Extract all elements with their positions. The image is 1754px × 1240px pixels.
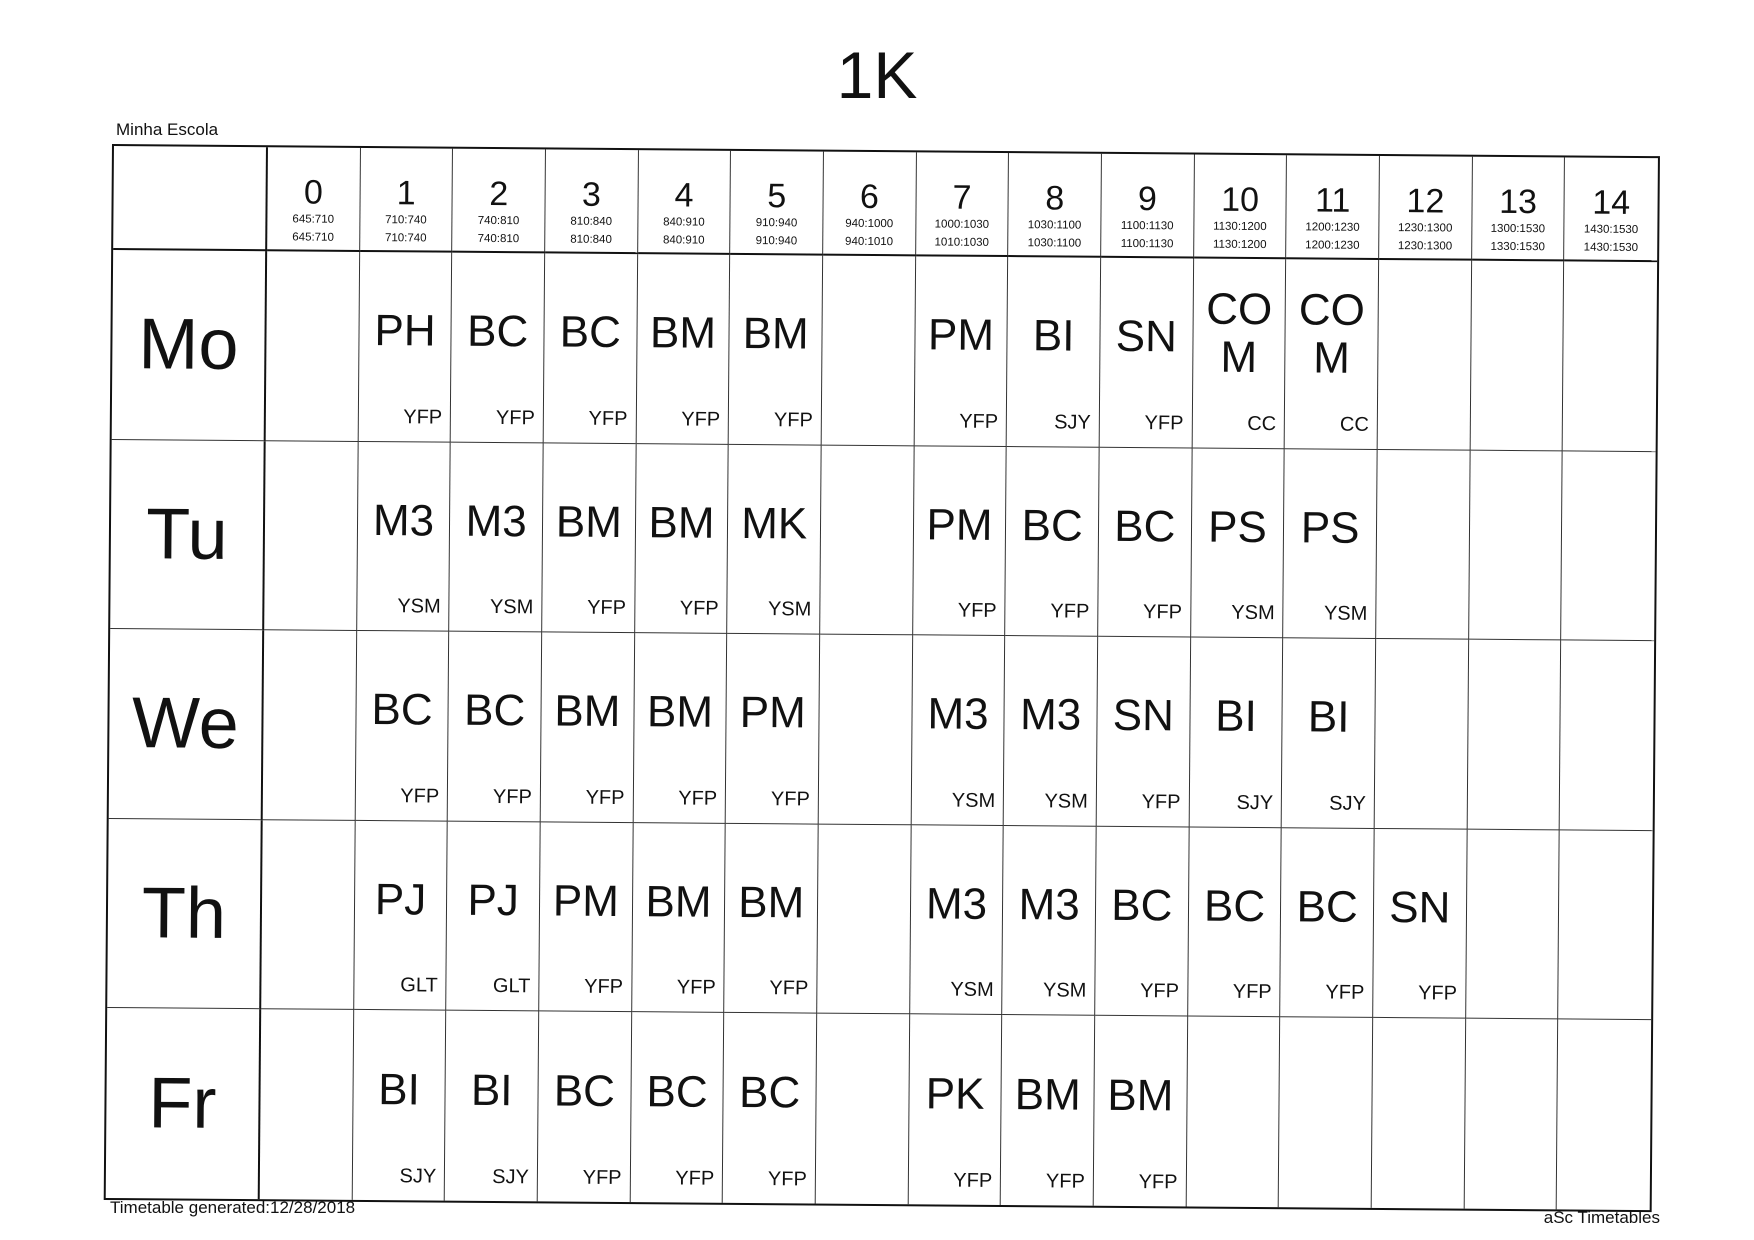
period-header <box>730 151 823 256</box>
teacher-code: YFP <box>1144 411 1184 435</box>
teacher-code: YSM <box>1323 602 1368 626</box>
period-time-start: 740:810 <box>477 214 520 228</box>
lesson-cell <box>635 444 729 634</box>
day-label: Th <box>107 819 262 1010</box>
lesson-cell <box>1192 258 1286 448</box>
lesson-cell <box>260 1010 354 1200</box>
lesson-cell <box>908 1015 1002 1205</box>
lesson-cell <box>1188 827 1282 1017</box>
period-number: 0 <box>303 173 324 212</box>
subject-code: BM <box>1107 1070 1174 1121</box>
subject-code: BM <box>646 687 714 738</box>
lesson-cell <box>913 446 1007 636</box>
subject-code: BI <box>1307 692 1350 743</box>
teacher-code: GLT <box>400 974 438 997</box>
period-header <box>267 147 360 252</box>
teacher-code: YFP <box>769 977 809 1000</box>
teacher-code: SJY <box>492 1166 529 1189</box>
subject-code: BI <box>378 1065 421 1115</box>
subject-code: BM <box>648 498 715 548</box>
subject-code: BC <box>1296 882 1358 932</box>
lesson-cell <box>726 634 820 824</box>
timetable-title: 1K <box>836 38 918 112</box>
teacher-code: YFP <box>767 1168 807 1191</box>
period-header <box>360 148 453 253</box>
teacher-code: CC <box>1339 413 1369 436</box>
period-time-start: 1300:1530 <box>1490 222 1546 236</box>
teacher-code: YFP <box>492 785 532 809</box>
teacher-code: YFP <box>1325 981 1365 1005</box>
brand-label: aSc Timetables <box>1543 1208 1660 1227</box>
lesson-cell <box>261 820 355 1010</box>
subject-code: PM <box>552 876 620 927</box>
period-number: 11 <box>1314 181 1351 220</box>
subject-code: SN <box>1389 883 1451 933</box>
teacher-code: SJY <box>1054 411 1091 434</box>
teacher-code: YFP <box>582 1166 622 1190</box>
lesson-cell <box>1283 449 1377 639</box>
period-number: 6 <box>859 177 880 217</box>
lesson-cell <box>727 444 821 634</box>
lesson-cell <box>352 1010 446 1200</box>
subject-code: M3 <box>1018 880 1080 930</box>
subject-code: COM <box>1206 285 1273 383</box>
period-number: 4 <box>674 176 694 215</box>
period-header <box>452 149 545 254</box>
period-header <box>1564 157 1657 262</box>
lesson-cell <box>1464 1019 1558 1209</box>
period-time-start: 1030:1100 <box>1027 219 1082 232</box>
subject-code: BC <box>466 306 529 357</box>
period-number: 1 <box>396 174 416 213</box>
lesson-cell <box>264 441 358 631</box>
subject-code: PM <box>739 688 806 738</box>
lesson-cell <box>357 442 451 632</box>
teacher-code: YFP <box>1143 601 1183 624</box>
period-number: 12 <box>1406 182 1445 221</box>
lesson-cell <box>542 443 636 633</box>
period-time-start: 1130:1200 <box>1213 220 1267 234</box>
teacher-code: YFP <box>1141 790 1181 814</box>
lesson-cell <box>910 825 1004 1015</box>
teacher-code: SJY <box>1236 791 1274 814</box>
period-time-alt: 1130:1200 <box>1212 238 1267 252</box>
lesson-cell <box>1095 827 1189 1017</box>
subject-code: SN <box>1112 691 1175 741</box>
period-time-alt: 840:910 <box>662 234 705 247</box>
period-time-alt: 1330:1530 <box>1490 240 1545 254</box>
period-header <box>545 149 638 254</box>
subject-code: MK <box>741 498 808 549</box>
period-time-alt: 940:1010 <box>845 235 894 249</box>
lesson-cell <box>1281 828 1375 1018</box>
lesson-cell <box>1098 447 1192 637</box>
lesson-cell <box>817 824 911 1014</box>
lesson-cell <box>633 633 727 823</box>
period-time-start: 940:1000 <box>845 217 894 231</box>
subject-code: BM <box>738 877 805 928</box>
lesson-cell <box>544 253 638 443</box>
period-number: 3 <box>581 175 602 214</box>
teacher-code: YFP <box>678 787 718 810</box>
lesson-cell <box>358 252 452 442</box>
period-header <box>1379 156 1472 261</box>
teacher-code: YFP <box>1138 1171 1178 1194</box>
teacher-code: YFP <box>953 1169 993 1192</box>
period-time-alt: 1200:1230 <box>1305 239 1360 252</box>
teacher-code: YSM <box>397 595 441 618</box>
lesson-cell <box>822 256 916 446</box>
lesson-cell <box>355 631 449 821</box>
period-time-start: 1000:1030 <box>934 218 990 231</box>
lesson-cell <box>539 822 633 1012</box>
generated-date: Timetable generated:12/28/2018 <box>110 1198 356 1217</box>
period-time-alt: 710:740 <box>384 232 427 245</box>
subject-code: PK <box>925 1069 985 1119</box>
period-time-start: 810:840 <box>570 215 613 228</box>
lesson-cell <box>630 1013 724 1203</box>
teacher-code: YFP <box>1418 982 1458 1005</box>
subject-code: BC <box>646 1067 708 1117</box>
lesson-cell <box>820 445 914 635</box>
lesson-cell <box>1563 261 1657 451</box>
lesson-cell <box>1470 261 1564 451</box>
period-time-start: 840:910 <box>663 216 705 229</box>
teacher-code: YFP <box>1232 981 1272 1004</box>
teacher-code: YFP <box>587 596 627 620</box>
teacher-code: YFP <box>681 408 721 431</box>
lesson-cell <box>1279 1018 1373 1208</box>
lesson-cell <box>1005 447 1099 637</box>
lesson-cell <box>1467 640 1561 830</box>
day-label: Mo <box>112 250 267 441</box>
lesson-cell <box>1282 638 1376 828</box>
subject-code: BI <box>1215 692 1258 742</box>
teacher-code: YFP <box>770 787 810 811</box>
period-header <box>823 152 916 257</box>
teacher-code: YSM <box>1231 601 1275 625</box>
lesson-cell <box>447 821 541 1011</box>
subject-code: BM <box>554 686 621 737</box>
teacher-code: YFP <box>679 597 719 620</box>
subject-code: PJ <box>374 875 427 925</box>
teacher-code: YFP <box>588 407 628 430</box>
teacher-code: YFP <box>1045 1170 1085 1193</box>
period-number: 7 <box>952 178 972 217</box>
subject-code: PS <box>1207 502 1268 552</box>
period-number: 13 <box>1499 182 1538 222</box>
period-header <box>1194 155 1287 260</box>
teacher-code: YFP <box>676 976 716 1000</box>
subject-code: SN <box>1115 312 1178 362</box>
day-label: Tu <box>110 440 265 631</box>
lesson-cell <box>541 633 635 823</box>
lesson-cell <box>636 254 730 444</box>
subject-code: BI <box>1032 311 1075 361</box>
subject-code: BC <box>1111 880 1173 931</box>
period-time-alt: 910:940 <box>755 235 798 248</box>
lesson-cell <box>1469 450 1563 640</box>
subject-code: PM <box>927 310 995 361</box>
period-header <box>1101 154 1194 259</box>
lesson-cell <box>1001 1015 1095 1205</box>
lesson-cell <box>1004 636 1098 826</box>
period-number: 5 <box>767 177 787 216</box>
lesson-cell <box>911 635 1005 825</box>
period-time-alt: 740:810 <box>477 232 520 246</box>
period-header <box>1008 153 1101 258</box>
lesson-cell <box>1003 826 1097 1016</box>
lesson-cell <box>1557 1020 1651 1210</box>
teacher-code: YFP <box>959 410 999 433</box>
day-label: Fr <box>106 1008 261 1199</box>
teacher-code: YFP <box>1140 980 1180 1003</box>
school-name: Minha Escola <box>116 120 219 139</box>
timetable-grid <box>104 144 1660 1212</box>
lesson-cell <box>354 821 448 1011</box>
day-label: We <box>109 629 264 820</box>
period-time-alt: 1030:1100 <box>1027 237 1082 250</box>
subject-code: PH <box>374 306 436 356</box>
teacher-code: YSM <box>950 979 994 1002</box>
lesson-cell <box>538 1012 632 1202</box>
subject-code: PS <box>1300 503 1360 553</box>
lesson-cell <box>1373 829 1467 1019</box>
lesson-cell <box>1094 1016 1188 1206</box>
subject-code: PJ <box>467 875 520 926</box>
period-number: 10 <box>1221 180 1260 220</box>
period-time-start: 1200:1230 <box>1305 221 1360 234</box>
lesson-cell <box>1191 448 1285 638</box>
period-time-alt: 1230:1300 <box>1397 240 1453 253</box>
period-time-start: 1100:1130 <box>1120 219 1174 233</box>
teacher-code: GLT <box>492 975 531 998</box>
period-number: 2 <box>489 174 509 214</box>
period-time-alt: 1010:1030 <box>934 236 989 249</box>
lesson-cell <box>448 632 542 822</box>
lesson-cell <box>266 251 360 441</box>
lesson-cell <box>1100 258 1194 448</box>
lesson-cell <box>1186 1017 1280 1207</box>
lesson-cell <box>725 824 819 1014</box>
lesson-cell <box>1560 641 1654 831</box>
teacher-code: YFP <box>403 405 443 429</box>
lesson-cell <box>1558 830 1652 1020</box>
subject-code: BM <box>742 309 809 359</box>
teacher-code: YFP <box>585 786 625 809</box>
period-time-start: 710:740 <box>385 214 427 227</box>
period-number: 9 <box>1137 180 1158 219</box>
teacher-code: YSM <box>1042 979 1087 1003</box>
lesson-cell <box>914 256 1008 446</box>
teacher-code: YSM <box>489 596 534 619</box>
teacher-code: YFP <box>584 976 624 999</box>
subject-code: BM <box>645 877 712 927</box>
teacher-code: YSM <box>767 598 812 621</box>
subject-code: M3 <box>1019 690 1082 741</box>
teacher-code: YFP <box>1050 600 1090 623</box>
lesson-cell <box>1561 451 1655 641</box>
teacher-code: SJY <box>1329 792 1366 815</box>
subject-code: M3 <box>372 495 435 546</box>
period-time-start: 1230:1300 <box>1397 222 1453 235</box>
teacher-code: YFP <box>957 599 997 623</box>
subject-code: BC <box>463 686 526 736</box>
lesson-cell <box>1097 637 1191 827</box>
subject-code: BC <box>738 1067 801 1118</box>
lesson-cell <box>819 635 913 825</box>
period-time-alt: 1430:1530 <box>1583 241 1639 254</box>
subject-code: M3 <box>925 879 988 929</box>
lesson-cell <box>1189 638 1283 828</box>
period-time-alt: 1100:1130 <box>1120 237 1174 251</box>
subject-code: BM <box>649 308 717 358</box>
period-header <box>1286 155 1379 260</box>
subject-code: COM <box>1298 285 1366 384</box>
teacher-code: YSM <box>951 789 996 812</box>
period-time-start: 645:710 <box>292 213 335 226</box>
lesson-cell <box>816 1014 910 1204</box>
lesson-cell <box>450 442 544 632</box>
subject-code: BC <box>371 685 433 735</box>
subject-code: BM <box>555 497 623 547</box>
teacher-code: YSM <box>1044 790 1088 813</box>
teacher-code: YFP <box>675 1167 715 1190</box>
subject-code: M3 <box>927 689 989 740</box>
teacher-code: YFP <box>400 785 440 808</box>
subject-code: BC <box>553 1066 616 1116</box>
lesson-cell <box>723 1013 817 1203</box>
lesson-cell <box>1378 260 1472 450</box>
lesson-cell <box>451 253 545 443</box>
period-number: 8 <box>1045 179 1065 218</box>
lesson-cell <box>632 823 726 1013</box>
period-header <box>1472 157 1565 262</box>
teacher-code: YFP <box>495 406 535 429</box>
lesson-cell <box>1285 259 1379 449</box>
period-number: 14 <box>1592 183 1631 222</box>
lesson-cell <box>1466 829 1560 1019</box>
corner-cell <box>113 146 268 251</box>
teacher-code: CC <box>1247 412 1277 435</box>
subject-code: BC <box>1114 501 1176 552</box>
teacher-code: SJY <box>399 1165 437 1188</box>
lesson-cell <box>445 1011 539 1201</box>
subject-code: BC <box>1021 500 1083 551</box>
period-time-start: 1430:1530 <box>1583 223 1639 236</box>
lesson-cell <box>729 255 823 445</box>
lesson-cell <box>263 630 357 820</box>
lesson-cell <box>1375 639 1469 829</box>
subject-code: BC <box>559 307 622 358</box>
lesson-cell <box>1372 1018 1466 1208</box>
period-time-alt: 810:840 <box>570 233 612 246</box>
subject-code: BI <box>470 1065 513 1116</box>
lesson-cell <box>1007 257 1101 447</box>
subject-code: PM <box>926 500 993 550</box>
teacher-code: YFP <box>773 408 813 432</box>
period-time-start: 910:940 <box>755 217 798 230</box>
period-header <box>916 152 1009 257</box>
subject-code: BC <box>1203 881 1266 932</box>
period-time-alt: 645:710 <box>292 231 334 244</box>
subject-code: BM <box>1014 1070 1081 1120</box>
subject-code: M3 <box>465 496 527 547</box>
lesson-cell <box>1376 450 1470 640</box>
period-header <box>638 150 731 255</box>
